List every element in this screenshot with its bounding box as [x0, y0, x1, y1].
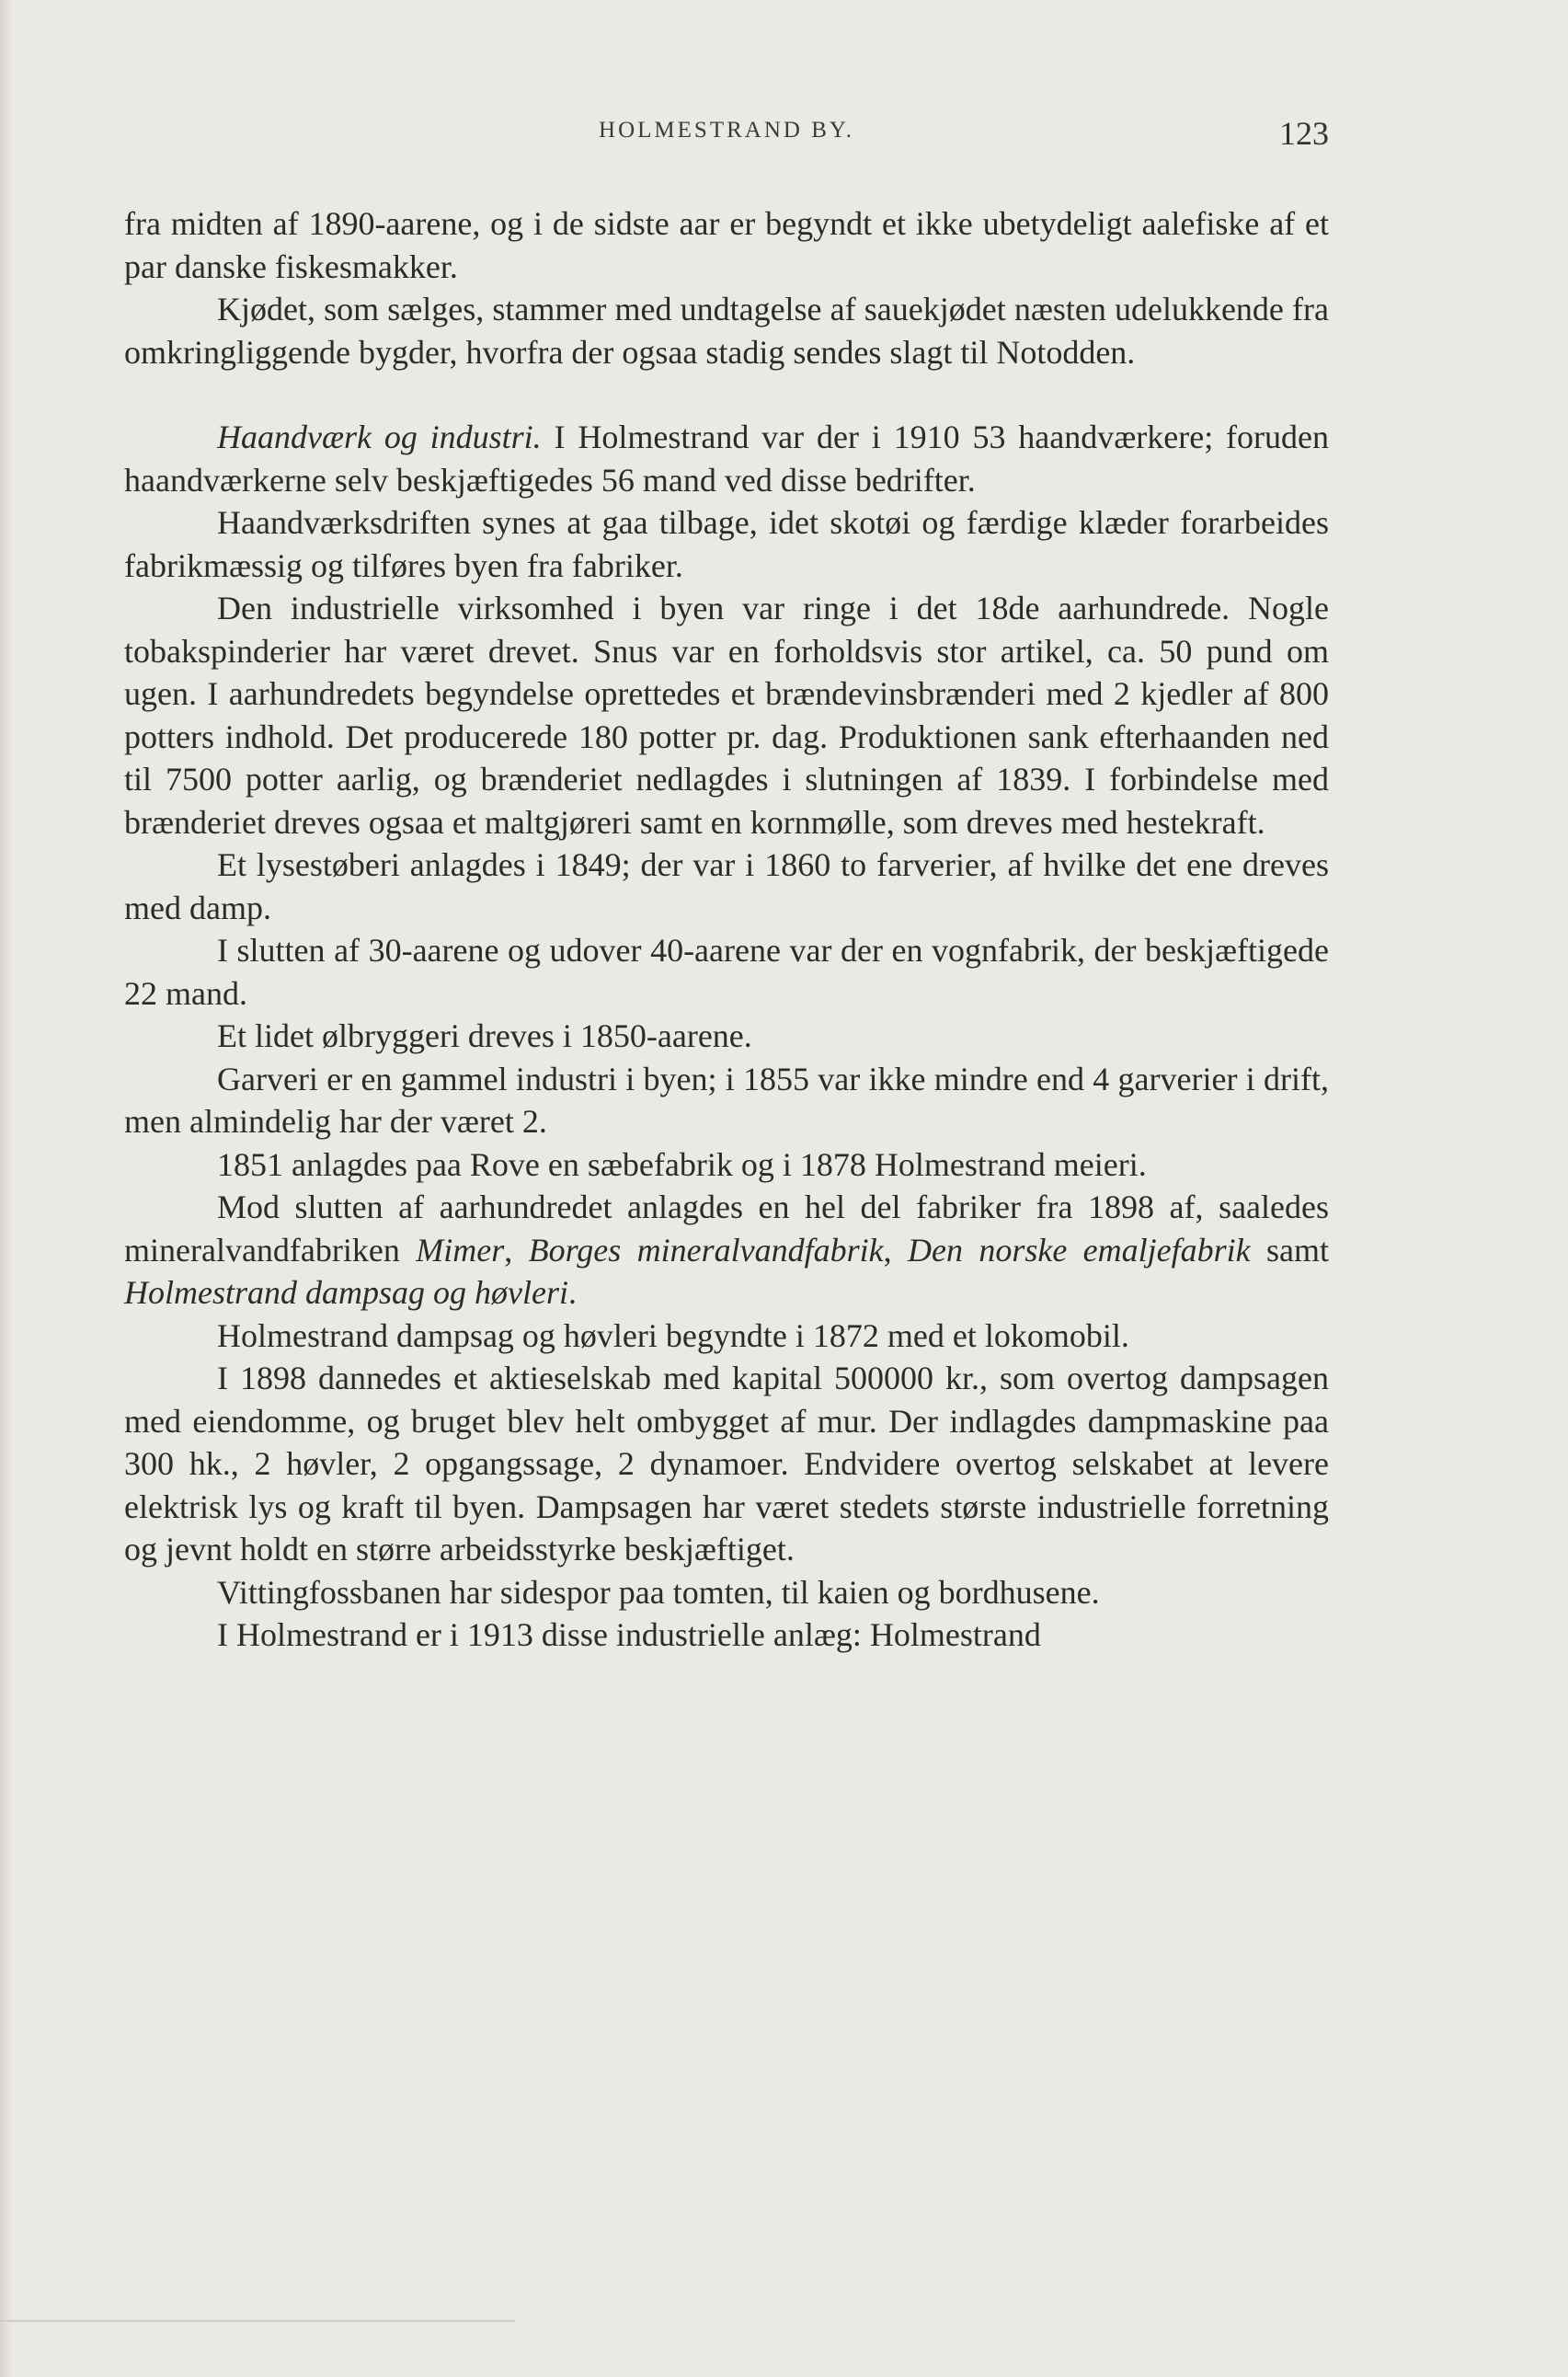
paragraph-6: Et lysestøberi anlagdes i 1849; der var i 1860 to farverier, af hvilke det ene dreves med damp.	[124, 846, 1329, 926]
paragraph-2: Kjødet, som sælges, stammer med undtagelse af sauekjødet næsten udelukkende fra omkringliggende bygder, hvorfra der ogsaa stadig sendes slagt til Notodden.	[124, 291, 1329, 371]
italic-dampsag: Holmestrand dampsag og høvleri	[124, 1274, 568, 1311]
section-heading: Haandværk og industri.	[217, 419, 542, 455]
paragraph-13: I 1898 dannedes et aktieselskab med kapital 500000 kr., som overtog dampsagen med eiendomme, og bruget blev helt ombygget af mur. Der indlagdes dampmaskine paa 300 hk., 2 høvler, 2 opgangssage, 2 dynamoer. Endvidere overtog selskabet at levere elektrisk lys og kraft til byen. Dampsagen har været stedets største industrielle forretning og jevnt holdt en større arbeidsstyrke beskjæftiget.	[124, 1360, 1329, 1567]
running-title: HOLMESTRAND BY.	[599, 118, 854, 143]
italic-emaljefabrik: Den norske emaljefabrik	[907, 1231, 1251, 1269]
paragraph-9: Garveri er en gammel industri i byen; i 1855 var ikke mindre end 4 garverier i drift, men almindelig har der været 2.	[124, 1060, 1329, 1140]
italic-borges: Borges mineralvandfabrik	[528, 1231, 884, 1269]
p11-sep1: ,	[504, 1231, 529, 1269]
p11-end: .	[567, 1274, 577, 1311]
paragraph-4: Haandværksdriften synes at gaa tilbage, idet skotøi og færdige klæder forarbeides fabrikmæssig og tilføres byen fra fabriker.	[124, 504, 1329, 584]
paragraph-12: Holmestrand dampsag og høvleri begyndte i 1872 med et lokomobil.	[217, 1316, 1129, 1354]
body-text	[124, 202, 1329, 1657]
paragraph-1: fra midten af 1890-aarene, og i de sidste aar er begyndt et ikke ubetydeligt aalefiske af et par danske fiskesmakker.	[124, 205, 1329, 285]
paragraph-8: Et lidet ølbryggeri dreves i 1850-aarene.	[217, 1017, 752, 1054]
page-number: 123	[1279, 115, 1329, 152]
p11-sep3: samt	[1250, 1231, 1330, 1269]
paragraph-10: 1851 anlagdes paa Rove en sæbefabrik og i 1878 Holmestrand meieri.	[217, 1145, 1147, 1183]
page-header	[124, 115, 1329, 155]
paragraph-5: Den industrielle virksomhed i byen var ringe i det 18de aarhundrede. Nogle tobakspinderier har været drevet. Snus var en forholdsvis stor artikel, ca. 50 pund om ugen. I aarhundredets begyndelse oprettedes et brændevinsbrænderi med 2 kjedler af 800 potters indhold. Det producerede 180 potter pr. dag. Produktionen sank efterhaanden ned til 7500 potter aarlig, og brænderiet nedlagdes i slutningen af 1839. I forbindelse med brænderiet dreves ogsaa et maltgjøreri samt en kornmølle, som dreves med hestekraft.	[124, 590, 1329, 841]
italic-mimer: Mimer	[416, 1231, 505, 1269]
paragraph-15: I Holmestrand er i 1913 disse industrielle anlæg: Holmestrand	[217, 1616, 1041, 1653]
p11-sep2: ,	[883, 1231, 908, 1269]
paragraph-section-heading	[124, 416, 1329, 501]
paragraph-7: I slutten af 30-aarene og udover 40-aarene var der en vognfabrik, der beskjæftigede 22 mand.	[124, 932, 1329, 1012]
section-text: I Holmestrand var der i 1910 53 haandværkere; foruden haandværkerne selv beskjæftigedes 56 mand ved disse bedrifter.	[124, 419, 1329, 499]
page-edge-shadow	[0, 0, 13, 2377]
p11-text: Mod slutten af aarhundredet anlagdes en hel del fabriker fra 1898 af, saaledes mineralvandfabriken	[124, 1188, 1329, 1269]
paragraph-11	[124, 1186, 1329, 1315]
paragraph-14: Vittingfossbanen har sidespor paa tomten, til kaien og bordhusene.	[217, 1573, 1100, 1611]
scan-edge-line	[0, 2320, 515, 2322]
